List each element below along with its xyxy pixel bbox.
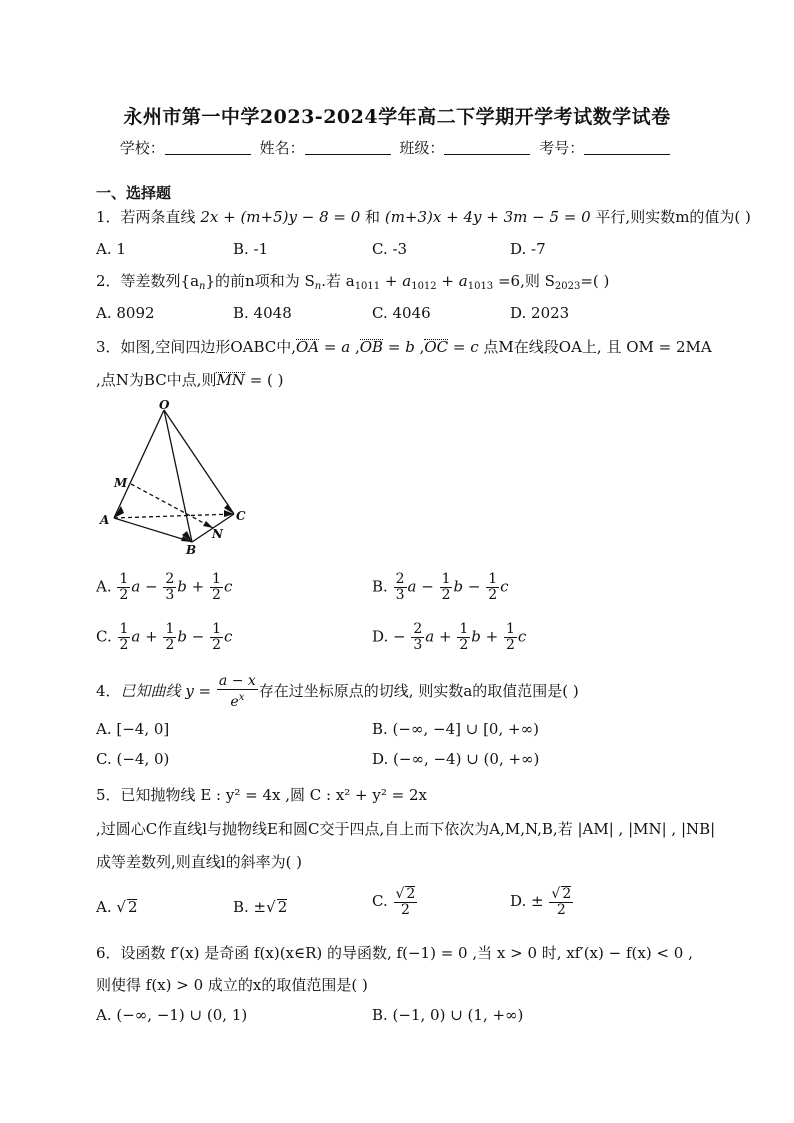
option-d[interactable]: D. 2023 (510, 304, 570, 322)
question-text: 已知抛物线 E : y² = 4x ,圆 C : x² + y² = 2x (120, 786, 427, 804)
question-text: ,点N为BC中点,则 (96, 371, 217, 389)
option-c[interactable]: C. $\frac{1}{2}$ a + $\frac{1}{2}$ b − $\frac{1}{2}$ c (96, 621, 233, 653)
question-text: 已知曲线 y = (120, 682, 212, 700)
class-label: 班级： (399, 139, 445, 157)
exam-title: 永州市第一中学2023-2024学年高二下学期开学考试数学试卷 (123, 106, 671, 128)
question-5-line-3: 成等差数列,则直线l的斜率为( ) (96, 853, 303, 871)
label-a: A (100, 513, 110, 527)
question-5-line-2: ,过圆心C作直线l与抛物线E和圆C交于四点,自上而下依次为A,M,N,B,若 |AM| , |MN| , |NB| (96, 820, 716, 838)
question-number: 2． (96, 272, 121, 290)
option-b[interactable]: B. (−1, 0) ∪ (1, +∞) (372, 1006, 524, 1024)
question-1 (96, 206, 751, 227)
label-n: N (212, 527, 223, 541)
question-text: =( ) (580, 272, 610, 290)
option-c[interactable]: C. (−4, 0) (96, 750, 170, 768)
question-3: 3．如图,空间四边形OABC中,OA = a ,OB = b ,OC = c 点M在线段OA上, 且 OM = 2MA (96, 338, 712, 356)
question-number: 6． (96, 944, 121, 962)
option-b[interactable]: B. (−∞, −4] ∪ [0, +∞) (372, 720, 539, 738)
question-text: 平行,则实数m的值为( ) (595, 208, 751, 226)
question-4: 4．已知曲线 y = $\frac{a - x}{e^x}$ 存在过坐标原点的切线, 则实数a的取值范围是( ) (96, 673, 579, 710)
question-text: 设函数 f′(x) 是奇函 f(x)(x∈R) 的导函数, f(−1) = 0 ,当 x > 0 时, xf′(x) − f(x) < 0 , (120, 944, 693, 962)
label-c: C (236, 509, 246, 523)
option-a[interactable]: A. 8092 (96, 304, 155, 322)
label-b: B (186, 543, 197, 557)
equation: (m+3)x + 4y + 3m − 5 = 0 (384, 208, 591, 226)
question-number: 1． (96, 208, 121, 226)
equation: 2x + (m+5)y − 8 = 0 (200, 208, 361, 226)
section-title: 一、选择题 (96, 184, 172, 202)
school-label: 学校： (119, 139, 165, 157)
exam-number-blank[interactable] (584, 140, 670, 155)
student-info-line (0, 137, 794, 158)
question-text: }的前n项和为 S (205, 272, 315, 290)
option-d[interactable]: D. − $\frac{2}{3}$ a + $\frac{1}{2}$ b + $\frac{1}{2}$ c (372, 621, 527, 653)
tetrahedron-figure (96, 400, 256, 560)
label-o: O (159, 400, 170, 412)
question-6-line-2: 则使得 f(x) > 0 成立的x的取值范围是( ) (96, 976, 368, 994)
question-number: 5． (96, 786, 121, 804)
question-text: 点M在线段OA上, 且 OM = 2MA (483, 338, 712, 356)
school-blank[interactable] (165, 140, 251, 155)
question-text: 如图,空间四边形OABC中, (120, 338, 296, 356)
option-a[interactable]: A. (−∞, −1) ∪ (0, 1) (96, 1006, 248, 1024)
question-text: 等差数列{a (120, 272, 200, 290)
question-text: =6,则 S (497, 272, 555, 290)
name-blank[interactable] (305, 140, 391, 155)
question-text: 若两条直线 (120, 208, 196, 226)
question-2: 2．等差数列$\{a_n\}$的前n项和为 $S_n$.若 $a_{1011} + a_{1012} + a_{1013} =6$,则 $S_{2023}=$( ) (96, 272, 610, 292)
question-number: 3． (96, 338, 121, 356)
name-label: 姓名： (259, 139, 305, 157)
option-b[interactable]: B. 4048 (233, 304, 292, 322)
option-b[interactable]: B. $\frac{2}{3}$ a − $\frac{1}{2}$ b − $\frac{1}{2}$ c (372, 571, 509, 603)
option-a[interactable]: A. [−4, 0] (96, 720, 170, 738)
option-c[interactable]: C. -3 (372, 240, 408, 258)
option-d[interactable]: D. (−∞, −4) ∪ (0, +∞) (372, 750, 540, 768)
label-m: M (114, 476, 128, 490)
option-a[interactable]: A. $\frac{1}{2}$ a − $\frac{2}{3}$ b + $\frac{1}{2}$ c (96, 571, 233, 603)
option-a[interactable]: A. √ 2 (96, 898, 138, 916)
question-text: = ( ) (244, 371, 284, 389)
question-6 (96, 942, 693, 963)
question-number: 4． (96, 682, 121, 700)
exam-number-label: 考号： (539, 139, 585, 157)
option-c[interactable]: C. 4046 (372, 304, 431, 322)
question-text: 和 (365, 208, 381, 226)
option-d[interactable]: D. ± $\frac{√ 2}{2}$ (510, 886, 572, 918)
option-b[interactable]: B. ±√ 2 (233, 898, 288, 916)
question-5 (96, 784, 427, 805)
question-3-line-2: ,点N为BC中点,则MN = ( ) (96, 371, 284, 389)
question-text: .若 a (321, 272, 355, 290)
option-d[interactable]: D. -7 (510, 240, 546, 258)
option-a[interactable]: A. 1 (96, 240, 126, 258)
question-text: 存在过坐标原点的切线, 则实数a的取值范围是( ) (258, 682, 579, 700)
option-b[interactable]: B. -1 (233, 240, 269, 258)
option-c[interactable]: C. $\frac{√ 2}{2}$ (372, 886, 416, 918)
class-blank[interactable] (444, 140, 530, 155)
